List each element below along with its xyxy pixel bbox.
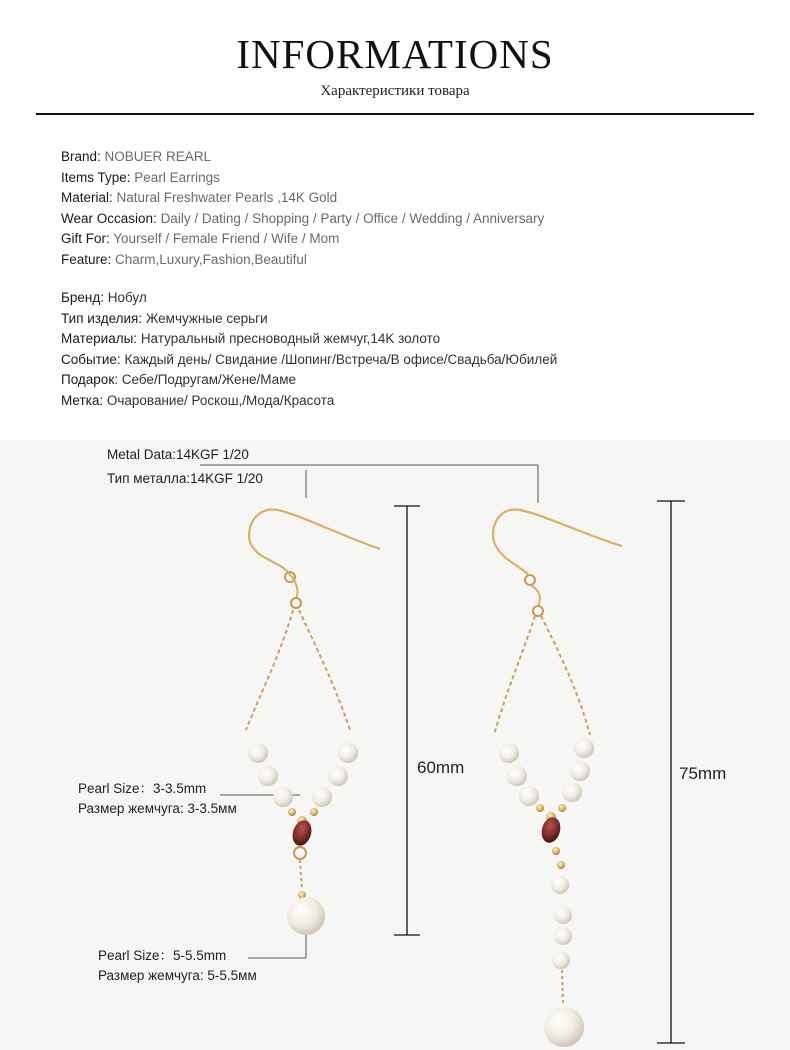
metal-data-label: Metal Data:14KGF 1/20 (107, 447, 249, 462)
spec-value: NOBUER REARL (104, 149, 212, 164)
spec-label: Wear Occasion: (61, 210, 157, 226)
spec-label: Событие: (61, 351, 121, 367)
pearl-size-large-label-ru: Размер жемчуга: 5-5.5мм (98, 968, 257, 983)
spec-label: Gift For: (61, 231, 110, 247)
spec-label: Бренд: (61, 290, 104, 305)
length-60mm-label: 60mm (417, 758, 465, 777)
spec-value: Себе/Подругам/Жене/Маме (121, 372, 296, 388)
page-title: INFORMATIONS (236, 31, 554, 77)
spec-label: Items Type: (61, 169, 131, 185)
spec-label: Метка: (61, 392, 104, 408)
info-header (0, 0, 790, 120)
header-divider (36, 113, 754, 115)
spec-label: Материалы: (61, 331, 138, 347)
spec-value: Каждый день/ Свидание /Шопинг/Встреча/В офисе/Свадьба/Юбилей (124, 351, 558, 367)
spec-row-occasion-ru (61, 350, 557, 371)
spec-label: Feature: (61, 251, 112, 267)
spec-value: Pearl Earrings (134, 169, 220, 185)
spec-label: Brand: (61, 149, 101, 164)
pearl-size-large-label: Pearl Size：5-5.5mm (98, 948, 227, 963)
spec-row-type-ru (61, 309, 557, 330)
spec-row-material-ru (61, 329, 557, 350)
spec-value: Натуральный пресноводный жемчуг,14K золото (140, 331, 441, 347)
spec-row-material (61, 188, 544, 209)
spec-row-brand (61, 147, 544, 168)
spec-row-feature (61, 250, 544, 271)
spec-row-gift-ru (61, 370, 557, 391)
metal-data-label-ru: Тип металла:14KGF 1/20 (107, 471, 263, 486)
pearl-size-small-label-ru: Размер жемчуга: 3-3.5мм (78, 801, 237, 816)
dimension-line-60mm (394, 506, 420, 935)
spec-value: Daily / Dating / Shopping / Party / Office / Wedding / Anniversary (160, 210, 545, 226)
spec-label: Тип изделия: (61, 310, 143, 326)
spec-value: Жемчужные серьги (145, 310, 268, 326)
spec-row-feature-ru (61, 391, 557, 412)
pearl-size-callouts (220, 795, 306, 958)
spec-label: Подарок: (61, 372, 118, 388)
length-75mm-label: 75mm (679, 764, 727, 783)
product-photo (0, 440, 790, 1050)
spec-value: Charm,Luxury,Fashion,Beautiful (115, 251, 307, 267)
page-subtitle: Характеристики товара (320, 83, 470, 99)
spec-value: Нобул (107, 290, 147, 305)
spec-value: Очарование/ Роскош,/Мода/Красота (106, 392, 335, 408)
right-earring (493, 510, 622, 1047)
spec-row-gift-for (61, 229, 544, 250)
pearl-size-small-label: Pearl Size：3-3.5mm (78, 781, 207, 796)
spec-label: Material: (61, 190, 113, 206)
spec-row-wear-occasion (61, 209, 544, 230)
spec-value: Yourself / Female Friend / Wife / Mom (113, 231, 340, 247)
spec-value: Natural Freshwater Pearls ,14K Gold (116, 190, 338, 206)
spec-row-items-type (61, 168, 544, 189)
specs-russian (61, 288, 557, 412)
left-earring (246, 510, 380, 935)
spec-row-brand-ru (61, 288, 557, 309)
specs-english (61, 147, 544, 271)
